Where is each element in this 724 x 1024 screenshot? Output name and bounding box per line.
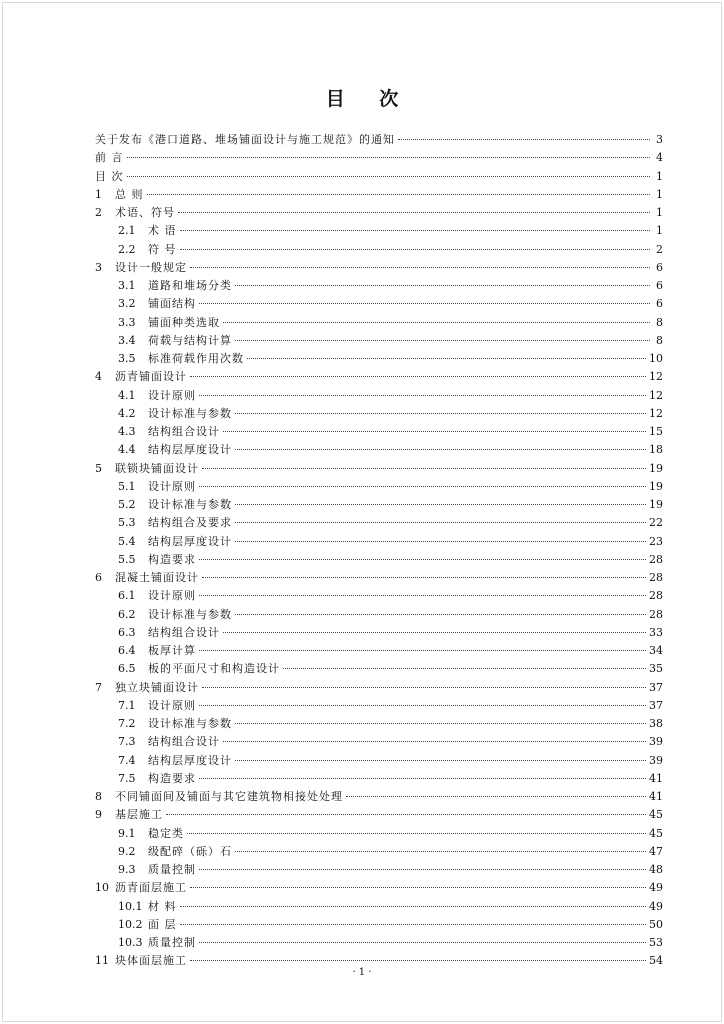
toc-entry-page: 28 — [649, 552, 663, 566]
toc-dot-leader — [199, 641, 646, 651]
toc-entry[interactable] — [95, 441, 663, 459]
toc-entry-title: 术语、符号 — [115, 206, 175, 219]
toc-entry-number: 7.1 — [118, 698, 136, 712]
toc-entry-page: 28 — [649, 589, 663, 603]
toc-dot-leader — [199, 860, 646, 870]
toc-entry-page: 6 — [656, 297, 663, 311]
toc-entry-title: 关于发布《港口道路、堆场铺面设计与施工规范》的通知 — [95, 133, 395, 146]
toc-entry-title: 级配碎（砾）石 — [148, 844, 232, 858]
toc-entry-number: 7.3 — [118, 735, 136, 749]
toc-entry-number: 4 — [95, 370, 102, 384]
toc-entry[interactable] — [95, 569, 663, 587]
toc-entry-number: 5.1 — [118, 479, 136, 493]
toc-entry-page: 19 — [649, 461, 663, 475]
toc-dot-leader — [180, 221, 651, 231]
toc-entry[interactable] — [95, 825, 663, 843]
toc-entry[interactable] — [95, 916, 663, 934]
toc-dot-leader — [235, 605, 646, 615]
toc-entry[interactable] — [95, 405, 663, 423]
toc-entry-page: 3 — [656, 133, 663, 146]
toc-entry-number: 7.4 — [118, 753, 136, 767]
toc-entry-number: 7.2 — [118, 717, 136, 730]
toc-entry-page: 18 — [649, 443, 663, 457]
toc-dot-leader — [190, 878, 646, 888]
toc-entry-page: 28 — [649, 571, 663, 584]
toc-entry-number: 5.3 — [118, 516, 136, 530]
toc-entry[interactable] — [95, 186, 663, 204]
toc-dot-leader — [199, 769, 646, 779]
toc-entry-number: 4.4 — [118, 443, 136, 457]
toc-entry-number: 11 — [95, 954, 109, 968]
toc-dot-leader — [180, 897, 647, 907]
toc-entry-title: 设计标准与参数 — [148, 498, 232, 511]
toc-entry-page: 49 — [649, 899, 663, 913]
toc-dot-leader — [166, 805, 646, 815]
toc-dot-leader — [190, 951, 646, 961]
page-title: 目 次 — [325, 88, 413, 110]
toc-entry-number: 3.2 — [118, 297, 136, 311]
toc-entry[interactable] — [95, 806, 663, 824]
toc-entry-title: 不同铺面间及铺面与其它建筑物相接处处理 — [115, 790, 343, 803]
toc-entry-title: 结构组合设计 — [148, 735, 220, 749]
toc-entry-title: 设计标准与参数 — [148, 406, 232, 420]
toc-entry[interactable] — [95, 149, 663, 167]
toc-entry[interactable] — [95, 606, 663, 624]
toc-entry[interactable] — [95, 460, 663, 478]
toc-entry-number: 10.2 — [118, 917, 143, 931]
toc-dot-leader — [235, 404, 646, 414]
toc-entry[interactable] — [95, 587, 663, 605]
toc-entry-title: 稳定类 — [148, 826, 184, 840]
toc-entry-title: 铺面种类选取 — [148, 315, 220, 329]
toc-entry-page: 23 — [649, 534, 663, 548]
toc-entry-page: 37 — [649, 698, 663, 712]
toc-entry[interactable] — [95, 222, 663, 240]
toc-dot-leader — [223, 623, 646, 633]
toc-dot-leader — [199, 550, 646, 560]
toc-entry-page: 1 — [656, 169, 663, 183]
toc-entry-page: 8 — [656, 333, 663, 347]
toc-dot-leader — [178, 203, 650, 213]
toc-entry-page: 37 — [649, 680, 663, 694]
toc-entry-page: 1 — [656, 206, 663, 219]
toc-entry-number: 6.4 — [118, 644, 136, 657]
toc-entry[interactable] — [95, 514, 663, 532]
toc-dot-leader — [199, 696, 646, 706]
toc-entry-title: 设计原则 — [148, 698, 196, 712]
toc-entry-title: 符 号 — [148, 242, 177, 256]
toc-entry-title: 板厚计算 — [148, 644, 196, 657]
toc-entry-page: 50 — [649, 917, 663, 931]
toc-entry-title: 板的平面尺寸和构造设计 — [148, 662, 280, 676]
toc-entry-page: 8 — [656, 315, 663, 329]
toc-entry-title: 面 层 — [148, 917, 177, 931]
toc-entry-title: 结构组合设计 — [148, 425, 220, 438]
toc-entry-title: 荷载与结构计算 — [148, 333, 232, 347]
toc-entry-title: 设计标准与参数 — [148, 607, 232, 621]
toc-entry-title: 结构组合设计 — [148, 625, 220, 639]
toc-entry-title: 标准荷载作用次数 — [148, 352, 244, 365]
toc-entry[interactable] — [95, 715, 663, 733]
toc-entry[interactable] — [95, 314, 663, 332]
toc-dot-leader — [199, 586, 646, 596]
toc-entry-title: 结构组合及要求 — [148, 516, 232, 530]
toc-entry[interactable] — [95, 387, 663, 405]
toc-entry-title: 设计一般规定 — [115, 260, 187, 274]
toc-entry[interactable] — [95, 770, 663, 788]
toc-dot-leader — [180, 240, 651, 250]
toc-entry-page: 22 — [649, 516, 663, 530]
toc-entry-page: 28 — [649, 607, 663, 621]
toc-entry-page: 15 — [649, 425, 663, 438]
toc-entry-number: 6.1 — [118, 589, 136, 603]
toc-entry[interactable] — [95, 861, 663, 879]
toc-entry[interactable] — [95, 660, 663, 678]
toc-entry[interactable] — [95, 551, 663, 569]
toc-dot-leader — [235, 513, 646, 523]
toc-entry-title: 术 语 — [148, 224, 177, 238]
toc-entry[interactable] — [95, 277, 663, 295]
toc-dot-leader — [223, 313, 650, 323]
toc-entry-number: 3.3 — [118, 315, 136, 329]
toc-entry-title: 沥青铺面设计 — [115, 370, 187, 384]
toc-dot-leader — [202, 459, 646, 469]
toc-entry-number: 9.2 — [118, 844, 136, 858]
toc-entry[interactable] — [95, 259, 663, 277]
toc-entry-number: 9.3 — [118, 863, 136, 876]
toc-entry-page: 45 — [649, 826, 663, 840]
toc-entry-page: 39 — [649, 753, 663, 767]
toc-entry[interactable] — [95, 533, 663, 551]
toc-entry[interactable] — [95, 679, 663, 697]
toc-entry[interactable] — [95, 168, 663, 186]
toc-entry-page: 49 — [649, 881, 663, 895]
toc-entry[interactable] — [95, 295, 663, 313]
toc-entry-page: 35 — [649, 662, 663, 676]
toc-entry[interactable] — [95, 752, 663, 770]
toc-dot-leader — [180, 915, 647, 925]
toc-entry-number: 4.2 — [118, 406, 136, 420]
toc-entry-number: 9 — [95, 808, 102, 822]
toc-entry-number: 4.3 — [118, 425, 136, 438]
toc-entry-number: 6.3 — [118, 625, 136, 639]
toc-entry-number: 2 — [95, 206, 102, 219]
toc-dot-leader — [190, 258, 650, 268]
toc-entry[interactable] — [95, 241, 663, 259]
toc-entry-title: 构造要求 — [148, 552, 196, 566]
page-number-footer: · 1 · — [352, 967, 372, 978]
toc-dot-leader — [127, 167, 651, 177]
toc-entry-number: 1 — [95, 187, 102, 201]
toc-entry-title: 联锁块铺面设计 — [115, 461, 199, 475]
toc-dot-leader — [235, 331, 650, 341]
toc-entry[interactable] — [95, 131, 663, 149]
toc-entry-page: 19 — [649, 498, 663, 511]
toc-entry-page: 47 — [649, 844, 663, 858]
toc-entry-title: 设计标准与参数 — [148, 717, 232, 730]
toc-entry-page: 41 — [649, 771, 663, 785]
toc-entry[interactable] — [95, 204, 663, 222]
toc-entry[interactable] — [95, 733, 663, 751]
toc-entry-title: 目 次 — [95, 169, 124, 183]
toc-entry-page: 33 — [649, 625, 663, 639]
toc-entry-number: 2.1 — [118, 224, 136, 238]
toc-entry-title: 铺面结构 — [148, 297, 196, 311]
toc-entry[interactable] — [95, 788, 663, 806]
toc-entry-number: 7 — [95, 680, 102, 694]
toc-entry-number: 9.1 — [118, 826, 136, 840]
table-of-contents — [95, 131, 663, 971]
toc-dot-leader — [283, 659, 646, 669]
toc-entry-number: 6.5 — [118, 662, 136, 676]
toc-entry-page: 41 — [649, 790, 663, 803]
toc-entry-page: 6 — [656, 260, 663, 274]
toc-entry-number: 10.3 — [118, 936, 143, 949]
toc-entry-title: 前 言 — [95, 151, 124, 165]
toc-dot-leader — [235, 714, 646, 724]
toc-entry-title: 质量控制 — [148, 936, 196, 949]
toc-dot-leader — [346, 787, 646, 797]
toc-entry-title: 设计原则 — [148, 589, 196, 603]
toc-entry-title: 道路和堆场分类 — [148, 279, 232, 292]
toc-entry-number: 10.1 — [118, 899, 143, 913]
toc-entry-page: 38 — [649, 717, 663, 730]
toc-entry-title: 构造要求 — [148, 771, 196, 785]
toc-dot-leader — [147, 185, 651, 195]
toc-entry[interactable] — [95, 879, 663, 897]
toc-dot-leader — [247, 349, 646, 359]
toc-dot-leader — [199, 294, 650, 304]
toc-dot-leader — [199, 933, 646, 943]
toc-entry-page: 10 — [649, 352, 663, 365]
toc-entry[interactable] — [95, 934, 663, 952]
toc-entry-page: 6 — [656, 279, 663, 292]
toc-entry-title: 质量控制 — [148, 863, 196, 876]
toc-entry-page: 4 — [656, 151, 663, 165]
toc-entry-number: 5.5 — [118, 552, 136, 566]
toc-entry[interactable] — [95, 423, 663, 441]
toc-entry-number: 5.4 — [118, 534, 136, 548]
toc-entry-title: 结构层厚度设计 — [148, 753, 232, 767]
toc-entry-title: 基层施工 — [115, 808, 163, 822]
toc-entry-number: 8 — [95, 790, 102, 803]
toc-entry-page: 54 — [649, 954, 663, 968]
toc-dot-leader — [235, 276, 650, 286]
toc-dot-leader — [199, 477, 646, 487]
toc-entry-number: 5.2 — [118, 498, 136, 511]
toc-entry-page: 45 — [649, 808, 663, 822]
toc-entry[interactable] — [95, 478, 663, 496]
toc-dot-leader — [202, 678, 646, 688]
toc-entry-title: 结构层厚度设计 — [148, 534, 232, 548]
toc-entry-page: 1 — [656, 224, 663, 238]
toc-entry-number: 6 — [95, 571, 102, 584]
toc-entry-page: 12 — [649, 388, 663, 402]
toc-entry-number: 5 — [95, 461, 102, 475]
toc-entry-number: 3 — [95, 260, 102, 274]
toc-entry-number: 3.5 — [118, 352, 136, 365]
toc-dot-leader — [235, 440, 646, 450]
toc-entry-number: 3.1 — [118, 279, 136, 292]
toc-dot-leader — [235, 495, 646, 505]
toc-entry-number: 3.4 — [118, 333, 136, 347]
toc-dot-leader — [235, 751, 646, 761]
toc-entry[interactable] — [95, 332, 663, 350]
toc-dot-leader — [223, 732, 646, 742]
toc-entry-title: 材 料 — [148, 899, 177, 913]
toc-dot-leader — [202, 568, 646, 578]
toc-dot-leader — [127, 148, 651, 158]
toc-entry-number: 10 — [95, 881, 109, 895]
toc-entry[interactable] — [95, 642, 663, 660]
toc-entry-number: 6.2 — [118, 607, 136, 621]
toc-entry-title: 总 则 — [115, 187, 144, 201]
toc-entry-page: 2 — [656, 242, 663, 256]
toc-dot-leader — [223, 422, 646, 432]
toc-entry[interactable] — [95, 624, 663, 642]
toc-entry-page: 12 — [649, 406, 663, 420]
toc-entry-number: 2.2 — [118, 242, 136, 256]
toc-entry-title: 设计原则 — [148, 388, 196, 402]
toc-entry[interactable] — [95, 697, 663, 715]
toc-entry-title: 独立块铺面设计 — [115, 680, 199, 694]
toc-entry[interactable] — [95, 898, 663, 916]
toc-entry-page: 39 — [649, 735, 663, 749]
toc-entry-title: 沥青面层施工 — [115, 881, 187, 895]
toc-entry-page: 19 — [649, 479, 663, 493]
toc-entry-page: 34 — [649, 644, 663, 657]
toc-dot-leader — [199, 386, 646, 396]
toc-entry-page: 1 — [656, 187, 663, 201]
toc-dot-leader — [187, 824, 646, 834]
toc-entry-title: 结构层厚度设计 — [148, 443, 232, 457]
toc-entry-title: 设计原则 — [148, 479, 196, 493]
toc-dot-leader — [398, 130, 650, 140]
toc-dot-leader — [235, 532, 646, 542]
toc-dot-leader — [190, 367, 646, 377]
toc-entry-number: 7.5 — [118, 771, 136, 785]
toc-entry[interactable] — [95, 368, 663, 386]
toc-entry-page: 48 — [649, 863, 663, 876]
toc-entry-title: 块体面层施工 — [115, 954, 187, 968]
toc-entry-title: 混凝土铺面设计 — [115, 571, 199, 584]
toc-entry[interactable] — [95, 496, 663, 514]
toc-entry-number: 4.1 — [118, 388, 136, 402]
toc-entry[interactable] — [95, 350, 663, 368]
toc-dot-leader — [235, 842, 646, 852]
toc-entry-page: 53 — [649, 936, 663, 949]
toc-entry[interactable] — [95, 843, 663, 861]
toc-entry-page: 12 — [649, 370, 663, 384]
